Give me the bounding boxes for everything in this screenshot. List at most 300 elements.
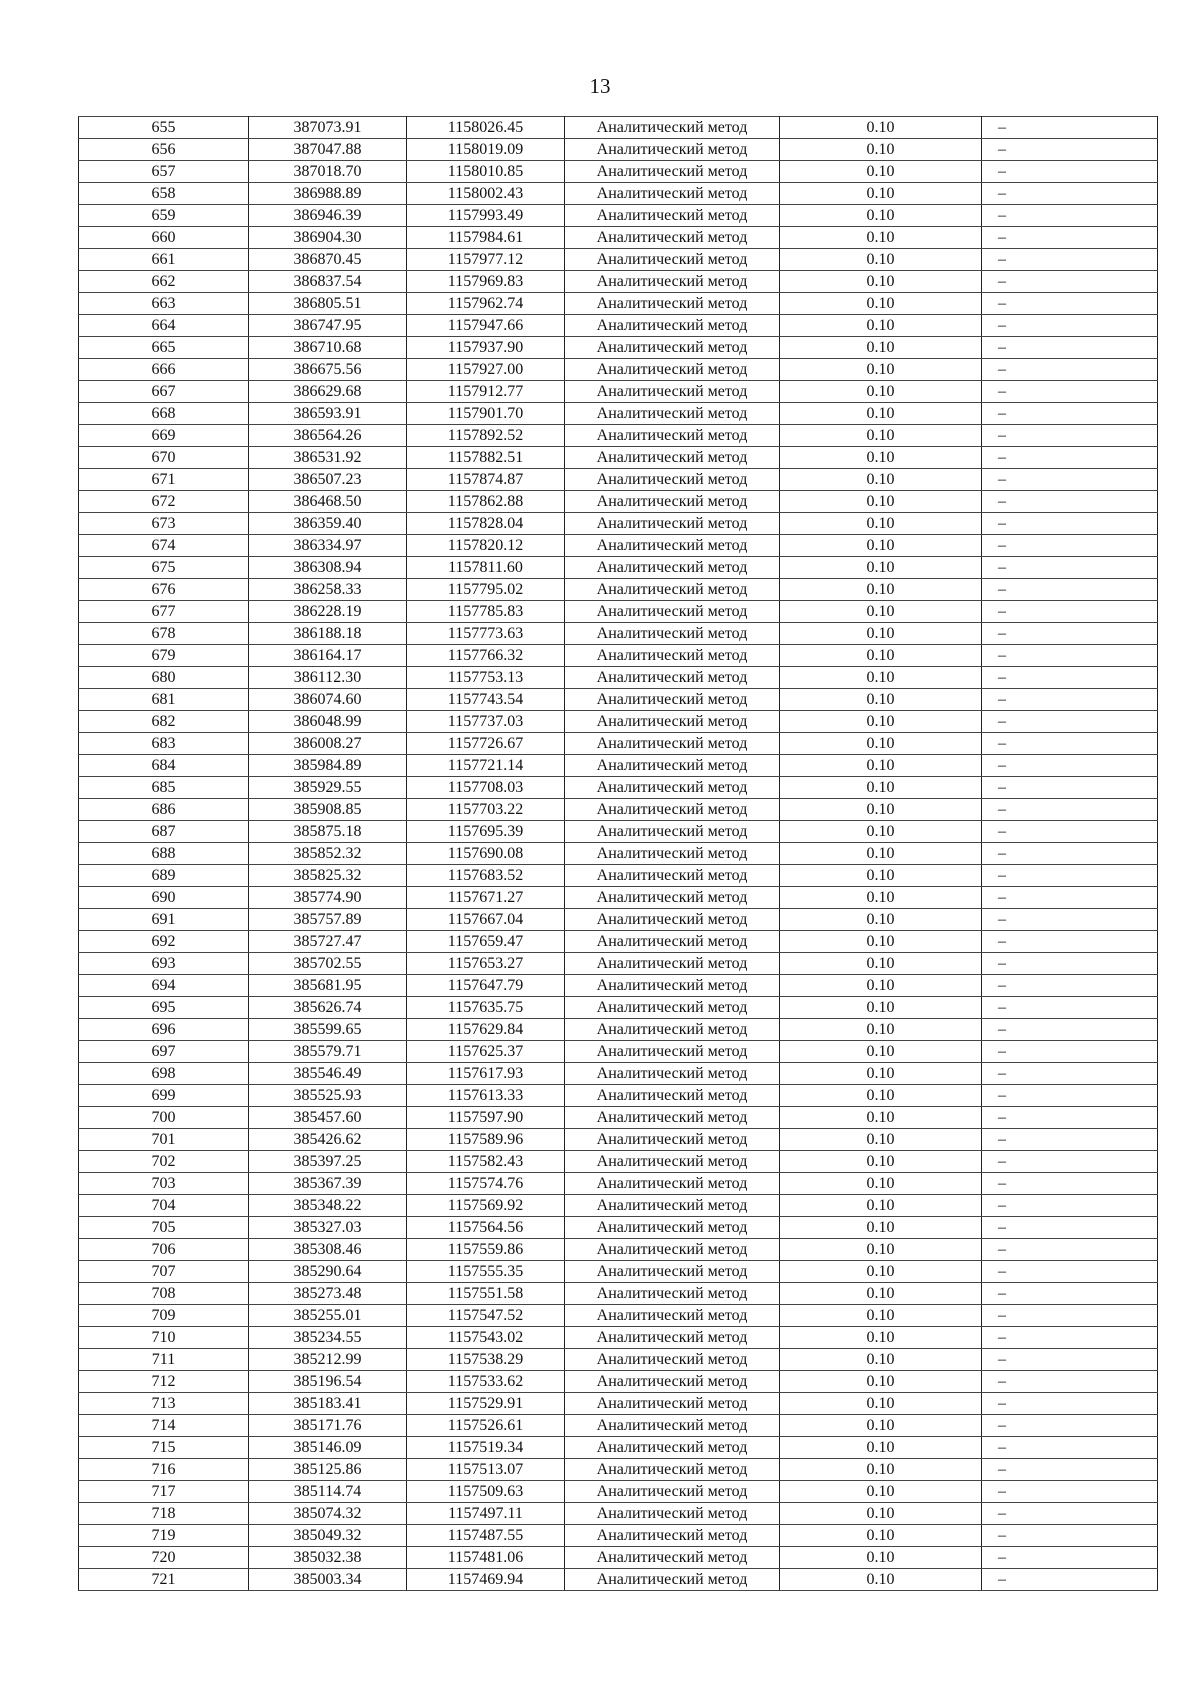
accuracy-cell: 0.10 — [780, 425, 982, 447]
y-coordinate-cell: 1157526.61 — [407, 1415, 565, 1437]
table-row — [79, 1349, 1158, 1371]
table-row — [79, 381, 1158, 403]
point-number-cell: 669 — [79, 425, 249, 447]
note-cell: – — [982, 469, 1158, 491]
x-coordinate-cell: 386112.30 — [249, 667, 407, 689]
table-row — [79, 1063, 1158, 1085]
y-coordinate-cell: 1157487.55 — [407, 1525, 565, 1547]
method-cell: Аналитический метод — [565, 1459, 780, 1481]
method-cell: Аналитический метод — [565, 645, 780, 667]
x-coordinate-cell: 385049.32 — [249, 1525, 407, 1547]
table-row — [79, 161, 1158, 183]
table-row — [79, 755, 1158, 777]
table-row — [79, 1173, 1158, 1195]
y-coordinate-cell: 1157795.02 — [407, 579, 565, 601]
table-row — [79, 1217, 1158, 1239]
coordinates-table — [78, 116, 1158, 1591]
table-row — [79, 1305, 1158, 1327]
point-number-cell: 658 — [79, 183, 249, 205]
y-coordinate-cell: 1157820.12 — [407, 535, 565, 557]
note-cell: – — [982, 623, 1158, 645]
accuracy-cell: 0.10 — [780, 139, 982, 161]
table-row — [79, 1019, 1158, 1041]
y-coordinate-cell: 1157683.52 — [407, 865, 565, 887]
note-cell: – — [982, 249, 1158, 271]
note-cell: – — [982, 579, 1158, 601]
method-cell: Аналитический метод — [565, 381, 780, 403]
accuracy-cell: 0.10 — [780, 403, 982, 425]
accuracy-cell: 0.10 — [780, 931, 982, 953]
method-cell: Аналитический метод — [565, 1481, 780, 1503]
point-number-cell: 720 — [79, 1547, 249, 1569]
accuracy-cell: 0.10 — [780, 711, 982, 733]
accuracy-cell: 0.10 — [780, 821, 982, 843]
point-number-cell: 709 — [79, 1305, 249, 1327]
method-cell: Аналитический метод — [565, 601, 780, 623]
y-coordinate-cell: 1157937.90 — [407, 337, 565, 359]
y-coordinate-cell: 1157969.83 — [407, 271, 565, 293]
accuracy-cell: 0.10 — [780, 1503, 982, 1525]
accuracy-cell: 0.10 — [780, 1525, 982, 1547]
method-cell: Аналитический метод — [565, 469, 780, 491]
accuracy-cell: 0.10 — [780, 623, 982, 645]
point-number-cell: 663 — [79, 293, 249, 315]
x-coordinate-cell: 386507.23 — [249, 469, 407, 491]
note-cell: – — [982, 403, 1158, 425]
point-number-cell: 692 — [79, 931, 249, 953]
point-number-cell: 717 — [79, 1481, 249, 1503]
table-row — [79, 909, 1158, 931]
point-number-cell: 665 — [79, 337, 249, 359]
point-number-cell: 656 — [79, 139, 249, 161]
method-cell: Аналитический метод — [565, 997, 780, 1019]
accuracy-cell: 0.10 — [780, 997, 982, 1019]
table-row — [79, 931, 1158, 953]
y-coordinate-cell: 1157513.07 — [407, 1459, 565, 1481]
note-cell: – — [982, 733, 1158, 755]
point-number-cell: 672 — [79, 491, 249, 513]
x-coordinate-cell: 385702.55 — [249, 953, 407, 975]
accuracy-cell: 0.10 — [780, 755, 982, 777]
y-coordinate-cell: 1157481.06 — [407, 1547, 565, 1569]
point-number-cell: 668 — [79, 403, 249, 425]
note-cell: – — [982, 1481, 1158, 1503]
y-coordinate-cell: 1157551.58 — [407, 1283, 565, 1305]
point-number-cell: 687 — [79, 821, 249, 843]
y-coordinate-cell: 1158002.43 — [407, 183, 565, 205]
note-cell: – — [982, 1459, 1158, 1481]
accuracy-cell: 0.10 — [780, 161, 982, 183]
note-cell: – — [982, 139, 1158, 161]
note-cell: – — [982, 1217, 1158, 1239]
x-coordinate-cell: 386258.33 — [249, 579, 407, 601]
point-number-cell: 699 — [79, 1085, 249, 1107]
y-coordinate-cell: 1157984.61 — [407, 227, 565, 249]
x-coordinate-cell: 385397.25 — [249, 1151, 407, 1173]
method-cell: Аналитический метод — [565, 1151, 780, 1173]
table-row — [79, 1569, 1158, 1591]
method-cell: Аналитический метод — [565, 1239, 780, 1261]
y-coordinate-cell: 1157647.79 — [407, 975, 565, 997]
x-coordinate-cell: 386008.27 — [249, 733, 407, 755]
table-row — [79, 579, 1158, 601]
method-cell: Аналитический метод — [565, 1503, 780, 1525]
point-number-cell: 689 — [79, 865, 249, 887]
point-number-cell: 674 — [79, 535, 249, 557]
note-cell: – — [982, 315, 1158, 337]
method-cell: Аналитический метод — [565, 535, 780, 557]
note-cell: – — [982, 271, 1158, 293]
note-cell: – — [982, 161, 1158, 183]
point-number-cell: 721 — [79, 1569, 249, 1591]
y-coordinate-cell: 1157543.02 — [407, 1327, 565, 1349]
y-coordinate-cell: 1157659.47 — [407, 931, 565, 953]
note-cell: – — [982, 777, 1158, 799]
table-row — [79, 183, 1158, 205]
method-cell: Аналитический метод — [565, 623, 780, 645]
method-cell: Аналитический метод — [565, 1393, 780, 1415]
y-coordinate-cell: 1157721.14 — [407, 755, 565, 777]
note-cell: – — [982, 689, 1158, 711]
table-row — [79, 733, 1158, 755]
x-coordinate-cell: 386747.95 — [249, 315, 407, 337]
point-number-cell: 670 — [79, 447, 249, 469]
point-number-cell: 662 — [79, 271, 249, 293]
accuracy-cell: 0.10 — [780, 601, 982, 623]
note-cell: – — [982, 1525, 1158, 1547]
method-cell: Аналитический метод — [565, 579, 780, 601]
x-coordinate-cell: 385146.09 — [249, 1437, 407, 1459]
accuracy-cell: 0.10 — [780, 689, 982, 711]
table-row — [79, 1503, 1158, 1525]
x-coordinate-cell: 386904.30 — [249, 227, 407, 249]
x-coordinate-cell: 386228.19 — [249, 601, 407, 623]
accuracy-cell: 0.10 — [780, 645, 982, 667]
x-coordinate-cell: 385196.54 — [249, 1371, 407, 1393]
method-cell: Аналитический метод — [565, 293, 780, 315]
x-coordinate-cell: 385546.49 — [249, 1063, 407, 1085]
y-coordinate-cell: 1157625.37 — [407, 1041, 565, 1063]
y-coordinate-cell: 1157962.74 — [407, 293, 565, 315]
table-row — [79, 337, 1158, 359]
table-row — [79, 667, 1158, 689]
method-cell: Аналитический метод — [565, 733, 780, 755]
x-coordinate-cell: 386629.68 — [249, 381, 407, 403]
x-coordinate-cell: 385929.55 — [249, 777, 407, 799]
note-cell: – — [982, 1063, 1158, 1085]
accuracy-cell: 0.10 — [780, 293, 982, 315]
x-coordinate-cell: 385875.18 — [249, 821, 407, 843]
point-number-cell: 675 — [79, 557, 249, 579]
table-row — [79, 117, 1158, 139]
x-coordinate-cell: 386837.54 — [249, 271, 407, 293]
point-number-cell: 719 — [79, 1525, 249, 1547]
y-coordinate-cell: 1157874.87 — [407, 469, 565, 491]
note-cell: – — [982, 1129, 1158, 1151]
point-number-cell: 713 — [79, 1393, 249, 1415]
note-cell: – — [982, 491, 1158, 513]
x-coordinate-cell: 385757.89 — [249, 909, 407, 931]
method-cell: Аналитический метод — [565, 139, 780, 161]
point-number-cell: 676 — [79, 579, 249, 601]
y-coordinate-cell: 1157529.91 — [407, 1393, 565, 1415]
method-cell: Аналитический метод — [565, 337, 780, 359]
table-row — [79, 1371, 1158, 1393]
note-cell: – — [982, 755, 1158, 777]
table-row — [79, 513, 1158, 535]
x-coordinate-cell: 385327.03 — [249, 1217, 407, 1239]
method-cell: Аналитический метод — [565, 1041, 780, 1063]
note-cell: – — [982, 227, 1158, 249]
note-cell: – — [982, 1437, 1158, 1459]
table-row — [79, 1481, 1158, 1503]
y-coordinate-cell: 1157862.88 — [407, 491, 565, 513]
method-cell: Аналитический метод — [565, 513, 780, 535]
note-cell: – — [982, 1569, 1158, 1591]
x-coordinate-cell: 386564.26 — [249, 425, 407, 447]
note-cell: – — [982, 601, 1158, 623]
y-coordinate-cell: 1157629.84 — [407, 1019, 565, 1041]
note-cell: – — [982, 1305, 1158, 1327]
table-row — [79, 425, 1158, 447]
x-coordinate-cell: 385727.47 — [249, 931, 407, 953]
method-cell: Аналитический метод — [565, 1437, 780, 1459]
y-coordinate-cell: 1157785.83 — [407, 601, 565, 623]
table-row — [79, 227, 1158, 249]
accuracy-cell: 0.10 — [780, 1173, 982, 1195]
y-coordinate-cell: 1157671.27 — [407, 887, 565, 909]
point-number-cell: 661 — [79, 249, 249, 271]
point-number-cell: 714 — [79, 1415, 249, 1437]
table-row — [79, 271, 1158, 293]
note-cell: – — [982, 1261, 1158, 1283]
x-coordinate-cell: 385348.22 — [249, 1195, 407, 1217]
note-cell: – — [982, 1107, 1158, 1129]
method-cell: Аналитический метод — [565, 821, 780, 843]
point-number-cell: 679 — [79, 645, 249, 667]
method-cell: Аналитический метод — [565, 1261, 780, 1283]
accuracy-cell: 0.10 — [780, 953, 982, 975]
table-row — [79, 1195, 1158, 1217]
point-number-cell: 688 — [79, 843, 249, 865]
x-coordinate-cell: 385525.93 — [249, 1085, 407, 1107]
page-number: 13 — [589, 74, 611, 98]
x-coordinate-cell: 387018.70 — [249, 161, 407, 183]
note-cell: – — [982, 337, 1158, 359]
method-cell: Аналитический метод — [565, 1327, 780, 1349]
accuracy-cell: 0.10 — [780, 249, 982, 271]
note-cell: – — [982, 667, 1158, 689]
x-coordinate-cell: 386710.68 — [249, 337, 407, 359]
method-cell: Аналитический метод — [565, 1305, 780, 1327]
y-coordinate-cell: 1157892.52 — [407, 425, 565, 447]
y-coordinate-cell: 1157613.33 — [407, 1085, 565, 1107]
point-number-cell: 666 — [79, 359, 249, 381]
table-row — [79, 447, 1158, 469]
note-cell: – — [982, 799, 1158, 821]
accuracy-cell: 0.10 — [780, 337, 982, 359]
y-coordinate-cell: 1157828.04 — [407, 513, 565, 535]
y-coordinate-cell: 1157589.96 — [407, 1129, 565, 1151]
x-coordinate-cell: 385212.99 — [249, 1349, 407, 1371]
x-coordinate-cell: 385626.74 — [249, 997, 407, 1019]
x-coordinate-cell: 385308.46 — [249, 1239, 407, 1261]
note-cell: – — [982, 1349, 1158, 1371]
x-coordinate-cell: 385273.48 — [249, 1283, 407, 1305]
method-cell: Аналитический метод — [565, 271, 780, 293]
method-cell: Аналитический метод — [565, 909, 780, 931]
note-cell: – — [982, 843, 1158, 865]
y-coordinate-cell: 1157882.51 — [407, 447, 565, 469]
table-row — [79, 1393, 1158, 1415]
y-coordinate-cell: 1157582.43 — [407, 1151, 565, 1173]
method-cell: Аналитический метод — [565, 1217, 780, 1239]
note-cell: – — [982, 557, 1158, 579]
method-cell: Аналитический метод — [565, 1063, 780, 1085]
y-coordinate-cell: 1157538.29 — [407, 1349, 565, 1371]
accuracy-cell: 0.10 — [780, 1063, 982, 1085]
point-number-cell: 693 — [79, 953, 249, 975]
accuracy-cell: 0.10 — [780, 1217, 982, 1239]
method-cell: Аналитический метод — [565, 931, 780, 953]
table-row — [79, 469, 1158, 491]
accuracy-cell: 0.10 — [780, 1085, 982, 1107]
y-coordinate-cell: 1157927.00 — [407, 359, 565, 381]
note-cell: – — [982, 205, 1158, 227]
note-cell: – — [982, 821, 1158, 843]
accuracy-cell: 0.10 — [780, 1261, 982, 1283]
note-cell: – — [982, 1173, 1158, 1195]
table-row — [79, 1261, 1158, 1283]
table-row — [79, 293, 1158, 315]
point-number-cell: 684 — [79, 755, 249, 777]
method-cell: Аналитический метод — [565, 975, 780, 997]
y-coordinate-cell: 1157555.35 — [407, 1261, 565, 1283]
y-coordinate-cell: 1157533.62 — [407, 1371, 565, 1393]
y-coordinate-cell: 1157497.11 — [407, 1503, 565, 1525]
accuracy-cell: 0.10 — [780, 227, 982, 249]
note-cell: – — [982, 931, 1158, 953]
point-number-cell: 707 — [79, 1261, 249, 1283]
x-coordinate-cell: 386675.56 — [249, 359, 407, 381]
table-row — [79, 249, 1158, 271]
x-coordinate-cell: 385579.71 — [249, 1041, 407, 1063]
table-row — [79, 799, 1158, 821]
x-coordinate-cell: 385032.38 — [249, 1547, 407, 1569]
y-coordinate-cell: 1157469.94 — [407, 1569, 565, 1591]
table-row — [79, 777, 1158, 799]
method-cell: Аналитический метод — [565, 491, 780, 513]
y-coordinate-cell: 1157667.04 — [407, 909, 565, 931]
table-row — [79, 623, 1158, 645]
x-coordinate-cell: 385171.76 — [249, 1415, 407, 1437]
x-coordinate-cell: 386048.99 — [249, 711, 407, 733]
point-number-cell: 715 — [79, 1437, 249, 1459]
x-coordinate-cell: 386468.50 — [249, 491, 407, 513]
method-cell: Аналитический метод — [565, 1283, 780, 1305]
method-cell: Аналитический метод — [565, 161, 780, 183]
note-cell: – — [982, 1415, 1158, 1437]
point-number-cell: 708 — [79, 1283, 249, 1305]
table-row — [79, 887, 1158, 909]
table-row — [79, 1415, 1158, 1437]
method-cell: Аналитический метод — [565, 315, 780, 337]
point-number-cell: 702 — [79, 1151, 249, 1173]
x-coordinate-cell: 385003.34 — [249, 1569, 407, 1591]
y-coordinate-cell: 1157574.76 — [407, 1173, 565, 1195]
accuracy-cell: 0.10 — [780, 469, 982, 491]
point-number-cell: 673 — [79, 513, 249, 535]
x-coordinate-cell: 385234.55 — [249, 1327, 407, 1349]
point-number-cell: 659 — [79, 205, 249, 227]
y-coordinate-cell: 1157690.08 — [407, 843, 565, 865]
method-cell: Аналитический метод — [565, 843, 780, 865]
note-cell: – — [982, 1239, 1158, 1261]
x-coordinate-cell: 385599.65 — [249, 1019, 407, 1041]
note-cell: – — [982, 1327, 1158, 1349]
table-row — [79, 1459, 1158, 1481]
method-cell: Аналитический метод — [565, 1107, 780, 1129]
table-row — [79, 865, 1158, 887]
point-number-cell: 667 — [79, 381, 249, 403]
y-coordinate-cell: 1157547.52 — [407, 1305, 565, 1327]
point-number-cell: 682 — [79, 711, 249, 733]
x-coordinate-cell: 385255.01 — [249, 1305, 407, 1327]
point-number-cell: 712 — [79, 1371, 249, 1393]
x-coordinate-cell: 386593.91 — [249, 403, 407, 425]
table-row — [79, 1085, 1158, 1107]
method-cell: Аналитический метод — [565, 425, 780, 447]
method-cell: Аналитический метод — [565, 667, 780, 689]
y-coordinate-cell: 1158010.85 — [407, 161, 565, 183]
method-cell: Аналитический метод — [565, 799, 780, 821]
x-coordinate-cell: 385457.60 — [249, 1107, 407, 1129]
table-row — [79, 1283, 1158, 1305]
y-coordinate-cell: 1157753.13 — [407, 667, 565, 689]
point-number-cell: 710 — [79, 1327, 249, 1349]
y-coordinate-cell: 1157564.56 — [407, 1217, 565, 1239]
method-cell: Аналитический метод — [565, 1173, 780, 1195]
x-coordinate-cell: 386188.18 — [249, 623, 407, 645]
y-coordinate-cell: 1157597.90 — [407, 1107, 565, 1129]
accuracy-cell: 0.10 — [780, 447, 982, 469]
note-cell: – — [982, 645, 1158, 667]
accuracy-cell: 0.10 — [780, 865, 982, 887]
x-coordinate-cell: 386074.60 — [249, 689, 407, 711]
y-coordinate-cell: 1157703.22 — [407, 799, 565, 821]
accuracy-cell: 0.10 — [780, 491, 982, 513]
method-cell: Аналитический метод — [565, 1129, 780, 1151]
y-coordinate-cell: 1157653.27 — [407, 953, 565, 975]
note-cell: – — [982, 425, 1158, 447]
accuracy-cell: 0.10 — [780, 1305, 982, 1327]
table-row — [79, 645, 1158, 667]
x-coordinate-cell: 386805.51 — [249, 293, 407, 315]
table-row — [79, 975, 1158, 997]
point-number-cell: 681 — [79, 689, 249, 711]
method-cell: Аналитический метод — [565, 1415, 780, 1437]
table-row — [79, 557, 1158, 579]
table-row — [79, 1041, 1158, 1063]
method-cell: Аналитический метод — [565, 865, 780, 887]
note-cell: – — [982, 1371, 1158, 1393]
table-row — [79, 315, 1158, 337]
point-number-cell: 703 — [79, 1173, 249, 1195]
y-coordinate-cell: 1157811.60 — [407, 557, 565, 579]
x-coordinate-cell: 386164.17 — [249, 645, 407, 667]
note-cell: – — [982, 117, 1158, 139]
y-coordinate-cell: 1157708.03 — [407, 777, 565, 799]
